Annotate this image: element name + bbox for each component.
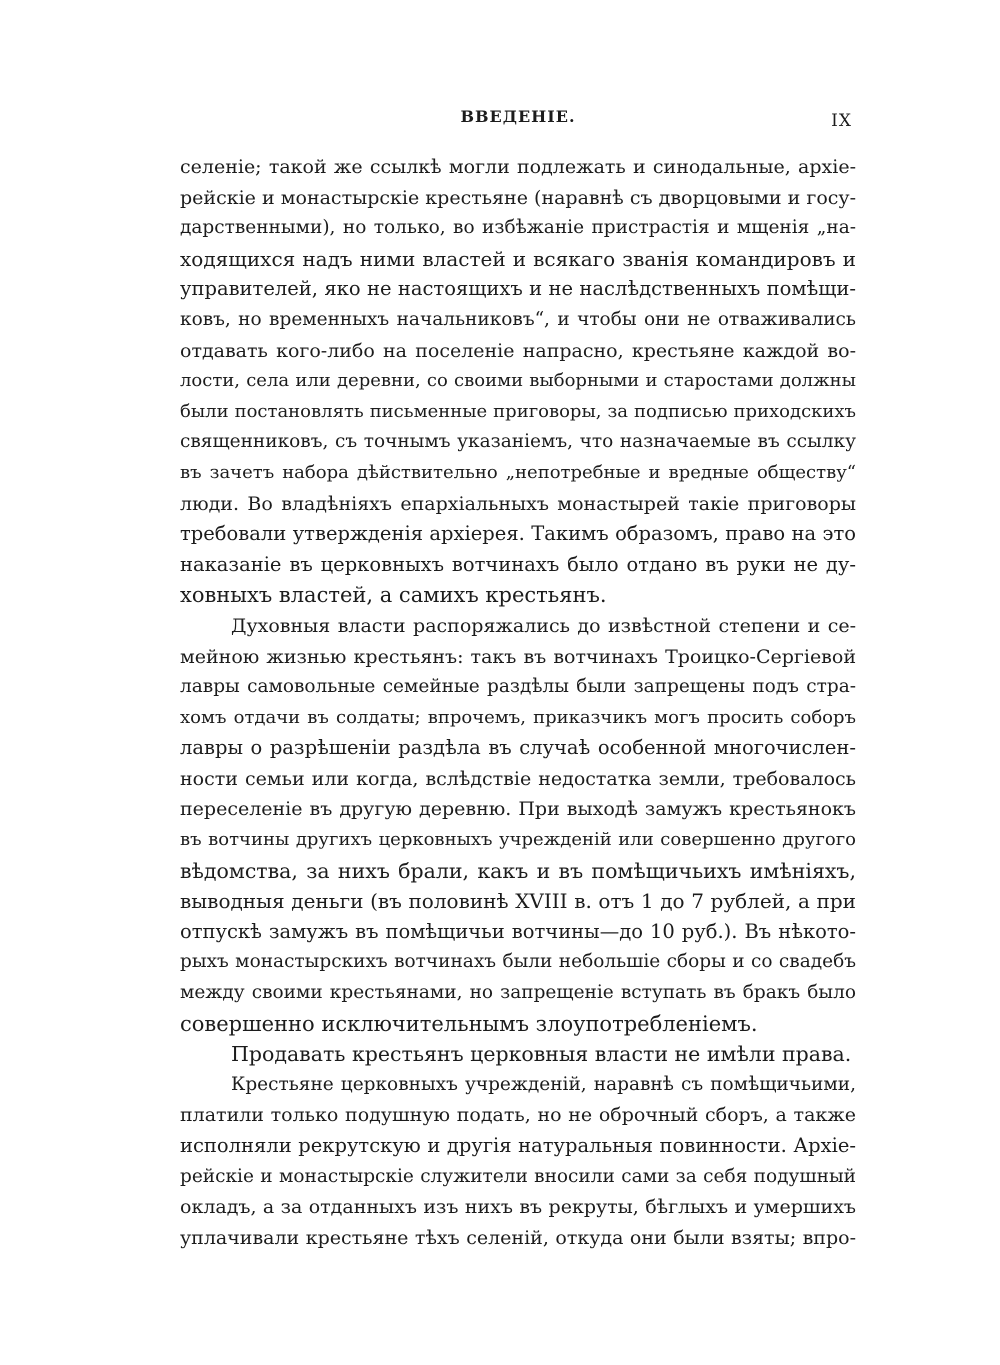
text-line: рейскіе и монастырскіе служители вносили сами за себя подушный — [180, 1165, 856, 1187]
text-line: выводныя деньги (въ половинѣ XVIII в. отъ 1 до 7 рублей, а при — [180, 889, 856, 914]
text-line: лавры о разрѣшеніи раздѣла въ случаѣ особенной многочислен- — [180, 736, 856, 760]
text-line: ности семьи или когда, вслѣдствіе недостатка земли, требовалось — [180, 767, 856, 790]
text-line: управителей, яко не настоящихъ и не наслѣдственныхъ помѣщи- — [180, 277, 856, 301]
text-line: лавры самовольные семейные раздѣлы были запрещены подъ стра- — [180, 676, 856, 698]
text-line: въ вотчины другихъ церковныхъ учрежденій или совершенно другого — [180, 829, 856, 851]
paragraph-first-line: Крестьяне церковныхъ учрежденій, наравнѣ съ помѣщичьими, — [231, 1073, 856, 1095]
text-line: рыхъ монастырскихъ вотчинахъ были небольшіе сборы и со свадебъ — [180, 951, 856, 973]
text-line: вѣдомства, за нихъ брали, какъ и въ помѣщичьихъ имѣніяхъ, — [180, 858, 856, 883]
text-line: лости, села или деревни, со своими выборными и старостами должны — [180, 370, 856, 392]
text-line: уплачивали крестьяне тѣхъ селеній, откуда они были взяты; впро- — [180, 1226, 856, 1249]
section-title: ВВЕДЕНІЕ. — [460, 107, 576, 126]
text-line: наказаніе въ церковныхъ вотчинахъ было отдано въ руки не ду- — [180, 552, 856, 576]
text-line: отдавать кого-либо на поселеніе напрасно, крестьяне каждой во- — [180, 339, 856, 362]
text-line: требовали утвержденія архіерея. Такимъ образомъ, право на это — [180, 522, 856, 546]
text-line: мейною жизнью крестьянъ: такъ въ вотчинахъ Троицко-Сергіевой — [180, 645, 856, 668]
text-line: ковъ, но временныхъ начальниковъ“, и чтобы они не отваживались — [180, 308, 856, 330]
text-line: рейскіе и монастырскіе крестьяне (наравнѣ съ дворцовыми и госу- — [180, 186, 856, 209]
text-line: ходящихся надъ ними властей и всякаго званія командировъ и — [180, 246, 856, 271]
text-line: были постановлять письменные приговоры, за подписью приходскихъ — [180, 400, 856, 422]
text-line: дарственными), но только, во избѣжаніе пристрастія и мщенія „на- — [180, 217, 856, 239]
text-line: платили только подушную подать, но не оброчный сборъ, а также — [180, 1104, 856, 1127]
text-line: переселеніе въ другую деревню. При выходѣ замужъ крестьянокъ — [180, 798, 856, 821]
text-line: священниковъ, съ точнымъ указаніемъ, что назначаемые въ ссылку — [180, 431, 856, 453]
text-line: селеніе; такой же ссылкѣ могли подлежать и синодальные, архіе- — [180, 156, 856, 178]
body-text — [180, 152, 856, 1253]
running-header — [180, 107, 856, 135]
text-line: исполняли рекрутскую и другія натуральныя повинности. Архіе- — [180, 1134, 856, 1157]
text-line: отпускѣ замужъ въ помѣщичьи вотчины—до 10 руб.). Въ нѣкото- — [180, 919, 856, 943]
paragraph-single-line: Продавать крестьянъ церковныя власти не имѣли права. — [231, 1042, 852, 1067]
text-line: хомъ отдачи въ солдаты; впрочемъ, приказчикъ могъ просить соборъ — [180, 706, 856, 728]
text-line: между своими крестьянами, но запрещеніе вступать въ бракъ было — [180, 982, 856, 1004]
paragraph-end-line: ховныхъ властей, а самихъ крестьянъ. — [180, 583, 607, 608]
text-line: окладъ, а за отданныхъ изъ нихъ въ рекруты, бѣглыхъ и умершихъ — [180, 1196, 856, 1219]
text-line: люди. Во владѣніяхъ епархіальныхъ монастырей такіе приговоры — [180, 492, 856, 515]
paragraph-first-line: Духовныя власти распоряжались до извѣстной степени и се- — [231, 614, 856, 637]
text-line: въ зачетъ набора дѣйствительно „непотребные и вредные обществу“ — [180, 461, 856, 483]
page-number: IX — [831, 111, 852, 131]
paragraph-end-line: совершенно исключительнымъ злоупотребленіемъ. — [180, 1011, 758, 1036]
